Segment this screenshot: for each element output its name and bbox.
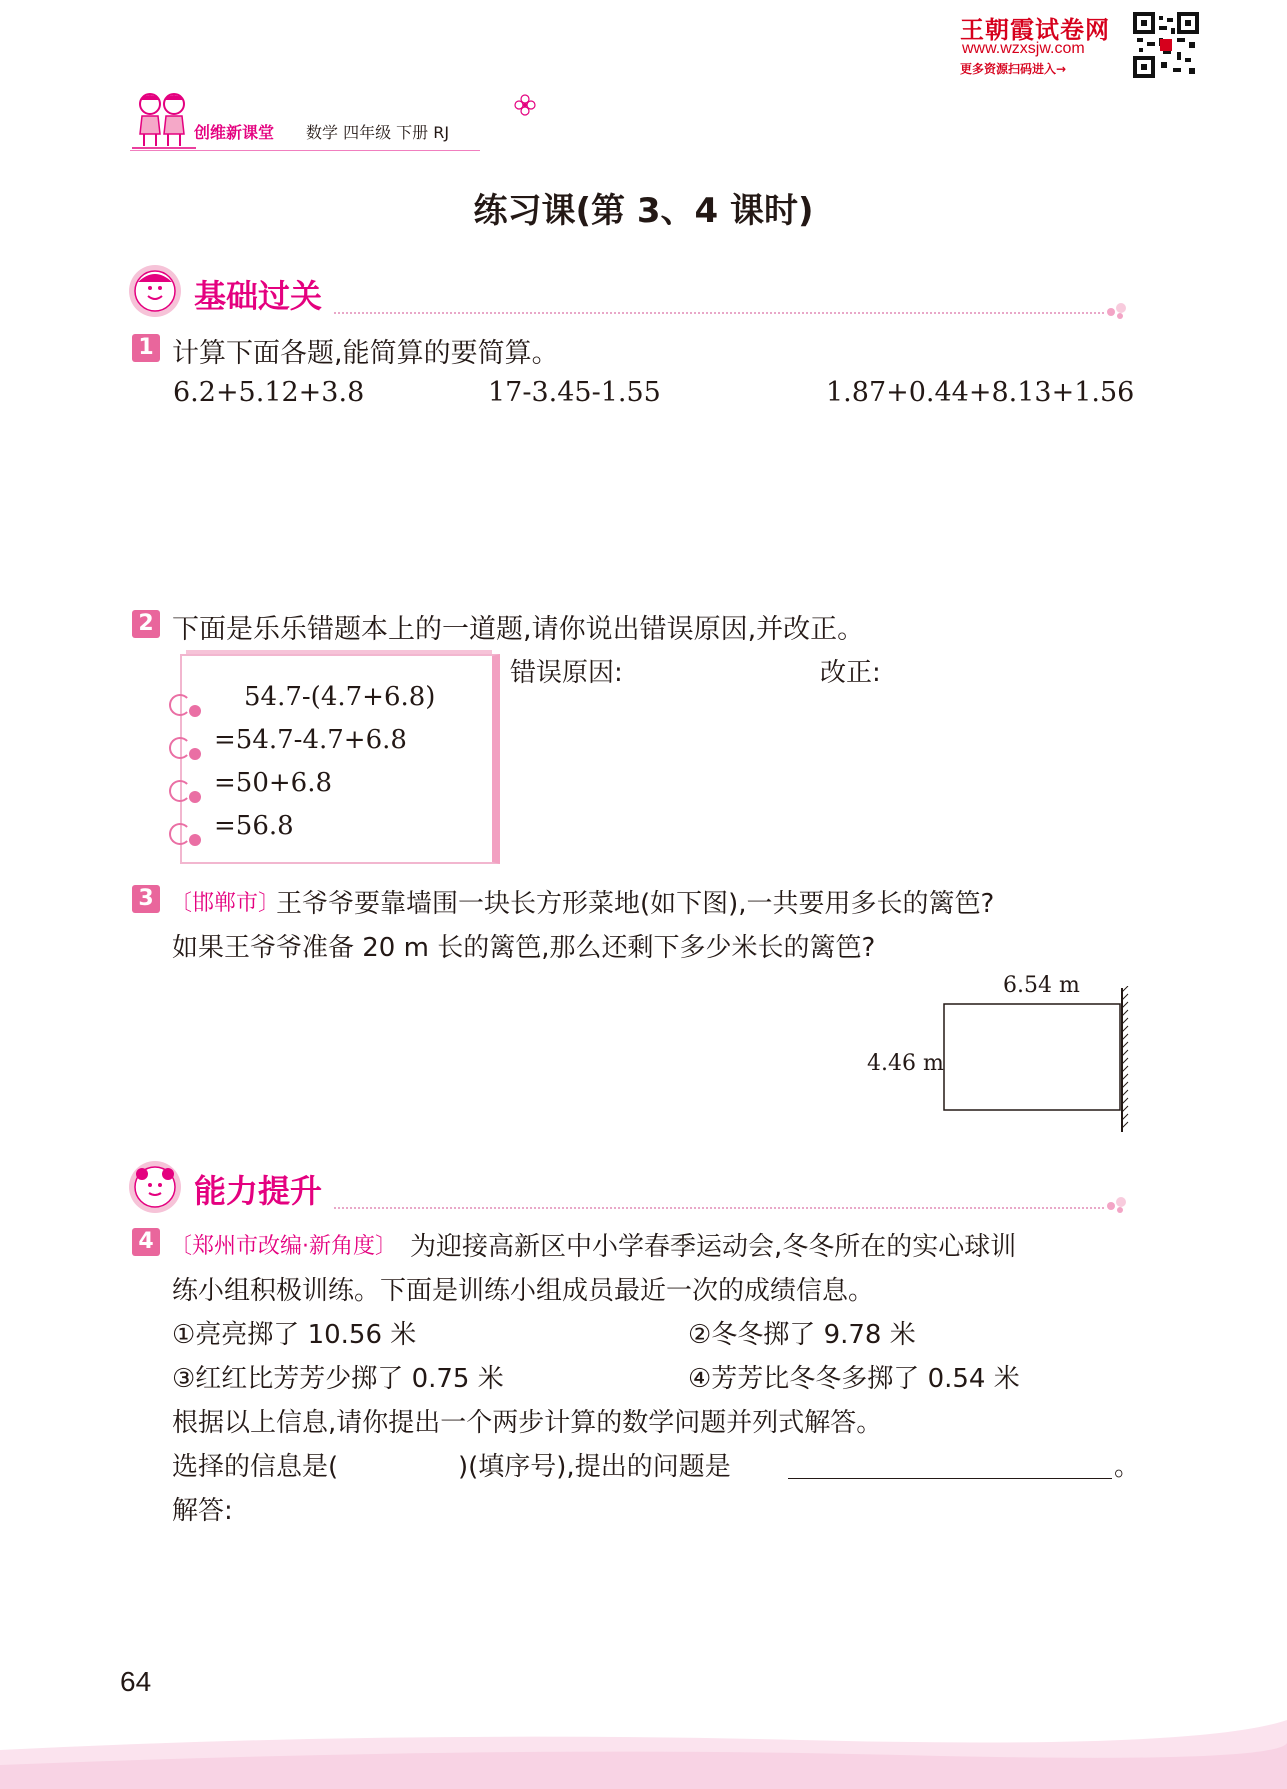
q4-period: 。 xyxy=(1114,1452,1141,1482)
section-title-basic: 基础过关 xyxy=(194,277,323,315)
dots-decoration-icon xyxy=(1106,300,1130,320)
q3-line-1: 王爷爷要靠墙围一块长方形菜地(如下图),一共要用多长的篱笆? xyxy=(276,889,995,919)
q4-line-1: 为迎接高新区中小学春季运动会,冬冬所在的实心球训 xyxy=(410,1232,1017,1262)
q4-instruction: 根据以上信息,请你提出一个两步计算的数学问题并列式解答。 xyxy=(172,1408,883,1438)
q2-work-line-2: =54.7-4.7+6.8 xyxy=(214,725,407,755)
brand-subtitle: 更多资源扫码进入→ xyxy=(960,62,1067,76)
question-number-3: 3 xyxy=(132,885,160,913)
info-choice-blank[interactable] xyxy=(362,1448,458,1480)
brand-url[interactable]: www.wzxsjw.com xyxy=(962,40,1085,57)
q2-work-line-1: 54.7-(4.7+6.8) xyxy=(244,682,436,712)
q4-region-tag: 〔郑州市改编·新角度〕 xyxy=(170,1234,397,1259)
ring-dot-icon xyxy=(189,748,201,760)
brand-title: 王朝霞试卷网 xyxy=(960,16,1110,44)
q4-info-4: ④芳芳比冬冬多掷了 0.54 米 xyxy=(688,1364,1020,1394)
qr-code-icon[interactable] xyxy=(1133,12,1199,78)
ring-dot-icon xyxy=(189,705,201,717)
subject-info: 数学 四年级 下册 RJ xyxy=(306,123,450,142)
q2-work-line-4: =56.8 xyxy=(214,811,294,841)
q2-reason-label: 错误原因: xyxy=(510,658,623,688)
notebook-ring-3 xyxy=(169,780,191,802)
question-number-4: 4 xyxy=(132,1228,160,1256)
ring-dot-icon xyxy=(189,834,201,846)
question-number-2: 2 xyxy=(132,610,160,638)
series-name: 创维新课堂 xyxy=(194,123,275,142)
q4-info-1: ①亮亮掷了 10.56 米 xyxy=(172,1320,417,1350)
section-title-advanced: 能力提升 xyxy=(194,1172,323,1210)
page-number: 64 xyxy=(120,1666,152,1697)
q1-expression-3: 1.87+0.44+8.13+1.56 xyxy=(826,377,1135,408)
q1-expression-2: 17-3.45-1.55 xyxy=(488,377,661,408)
ring-dot-icon xyxy=(189,791,201,803)
section-divider-advanced xyxy=(334,1207,1104,1209)
garden-rectangle-diagram xyxy=(940,986,1130,1136)
q2-work-line-3: =50+6.8 xyxy=(214,768,333,798)
page-title: 练习课(第 3、4 课时) xyxy=(473,191,814,231)
dots-decoration-icon xyxy=(1106,1194,1130,1214)
q4-choose-prefix: 选择的信息是( xyxy=(172,1452,339,1482)
q4-line-2: 练小组积极训练。下面是训练小组成员最近一次的成绩信息。 xyxy=(172,1276,875,1306)
q1-expression-1: 6.2+5.12+3.8 xyxy=(173,377,365,408)
notebook-ring-2 xyxy=(169,737,191,759)
q2-prompt: 下面是乐乐错题本上的一道题,请你说出错误原因,并改正。 xyxy=(172,614,865,645)
question-answer-blank[interactable] xyxy=(788,1478,1112,1479)
section-basic-icon xyxy=(128,264,182,318)
flower-icon xyxy=(514,94,536,116)
footer-wave-decoration xyxy=(0,1710,1287,1789)
q3-line-2: 如果王爷爷准备 20 m 长的篱笆,那么还剩下多少米长的篱笆? xyxy=(172,933,876,963)
garden-length-label: 6.54 m xyxy=(1003,973,1080,998)
notebook-ring-1 xyxy=(169,694,191,716)
section-advanced-icon xyxy=(128,1160,182,1214)
q1-prompt: 计算下面各题,能简算的要简算。 xyxy=(172,338,559,369)
garden-width-label: 4.46 m xyxy=(867,1051,944,1076)
section-divider-basic xyxy=(334,312,1104,314)
q4-choose-suffix: )(填序号),提出的问题是 xyxy=(458,1452,731,1482)
q3-region-tag: 〔邯郸市〕 xyxy=(170,891,281,916)
question-number-1: 1 xyxy=(132,334,160,362)
q4-info-3: ③红红比芳芳少掷了 0.75 米 xyxy=(172,1364,504,1394)
header-divider xyxy=(130,150,480,151)
notebook-ring-4 xyxy=(169,823,191,845)
q4-answer-label: 解答: xyxy=(172,1496,233,1526)
q2-correction-label: 改正: xyxy=(820,658,881,688)
q4-info-2: ②冬冬掷了 9.78 米 xyxy=(688,1320,916,1350)
